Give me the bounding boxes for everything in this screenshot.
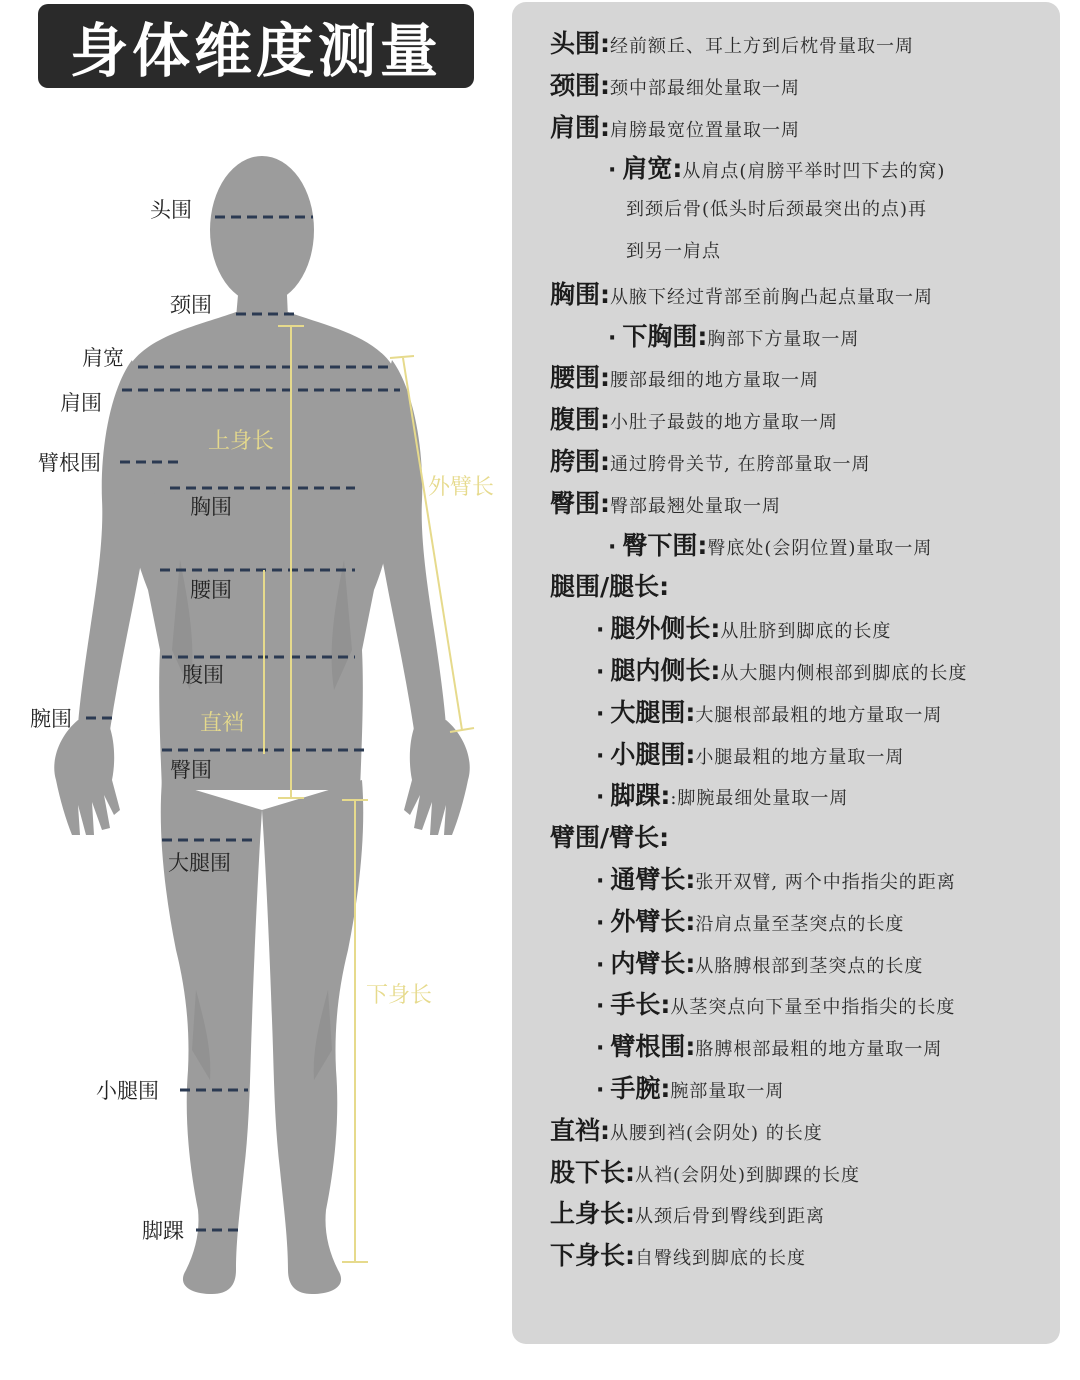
definition-desc: 胸部下方量取一周 [707, 328, 860, 350]
definition-term: 腰围: [550, 363, 610, 393]
definition-row [550, 818, 669, 854]
definition-continuation: 到另一肩点 [626, 241, 721, 262]
definition-desc: 从茎突点向下量至中指指尖的长度 [670, 997, 956, 1019]
label-arm-root: 臂根围 [38, 451, 101, 475]
body-figure [0, 90, 510, 1380]
title-banner [38, 4, 474, 88]
definition-term: 臂围/臂长: [550, 823, 670, 853]
label-neck: 颈围 [170, 293, 212, 317]
definition-desc: 胳膊根部最粗的地方量取一周 [695, 1039, 943, 1061]
label-shoulder-girth: 肩围 [60, 391, 102, 415]
definition-row [550, 484, 781, 520]
definition-term: 大腿围: [610, 697, 696, 727]
definition-term: 颈围: [550, 70, 610, 100]
definition-row [596, 902, 904, 938]
definition-desc: 臀部最翘处量取一周 [610, 495, 781, 517]
definition-desc: 从颈后骨到臀线到距离 [635, 1206, 825, 1228]
definition-term: 下身长: [550, 1241, 635, 1271]
definition-desc: 从肩点(肩膀平举时凹下去的窝) [682, 161, 946, 183]
definition-desc: 从肚脐到脚底的长度 [720, 621, 892, 643]
definition-row [596, 860, 956, 896]
definition-row [596, 776, 848, 812]
body-silhouette [54, 156, 469, 1294]
definition-row [550, 400, 838, 436]
definition-continuation: 到颈后骨(低头时后颈最突出的点)再 [626, 199, 928, 221]
definition-row [550, 66, 800, 102]
definition-desc: 自臀线到脚底的长度 [635, 1248, 806, 1270]
definition-term: 下胸围: [622, 321, 708, 351]
bullet-dot: · [596, 701, 605, 727]
definition-row [550, 1153, 860, 1189]
bullet-dot: · [596, 1078, 605, 1103]
label-shoulder-width: 肩宽 [82, 346, 124, 370]
label-waist: 腰围 [190, 578, 232, 602]
definition-row [550, 567, 669, 603]
definition-term: 腿内侧长: [610, 656, 721, 685]
definition-desc: 从腰到裆(会阴处) 的长度 [610, 1122, 823, 1144]
bullet-dot: · [608, 325, 617, 351]
bullet-dot: · [596, 660, 605, 685]
label-wrist: 腕围 [30, 707, 72, 731]
definition-row [550, 442, 870, 478]
bullet-dot: · [596, 994, 605, 1020]
definition-desc: 沿肩点量至茎突点的长度 [695, 913, 905, 935]
bullet-dot: · [596, 618, 605, 644]
definition-row [608, 149, 945, 185]
bullet-dot: · [596, 910, 605, 936]
bullet-dot: · [596, 785, 605, 811]
definition-term: 臀下围: [622, 530, 708, 560]
definition-row [550, 1194, 825, 1230]
bullet-dot: · [608, 534, 617, 560]
definition-term: 内臂长: [610, 948, 696, 978]
definition-term: 胯围: [550, 447, 610, 476]
bullet-dot: · [596, 1036, 605, 1062]
label-thigh: 大腿围 [168, 851, 231, 875]
label-chest: 胸围 [190, 495, 232, 519]
definition-desc: :脚腕最细处量取一周 [670, 788, 849, 810]
definition-term: 腿围/腿长: [550, 572, 670, 602]
definition-desc: 大腿根部最粗的地方量取一周 [695, 704, 943, 726]
definition-row [550, 1236, 806, 1272]
definition-desc: 颈中部最细处量取一周 [610, 77, 800, 99]
definition-term: 腿外侧长: [610, 614, 721, 644]
label-outer-arm: 外臂长 [428, 475, 495, 500]
definition-desc: 腰部最细的地方量取一周 [610, 370, 819, 392]
label-abdomen: 腹围 [182, 663, 224, 687]
definition-row [550, 275, 933, 311]
definition-desc: 腕部量取一周 [670, 1081, 785, 1102]
definition-term: 脚踝: [610, 781, 671, 811]
definitions-panel [512, 2, 1060, 1344]
definition-row [596, 609, 891, 645]
definition-term: 肩围: [550, 112, 610, 142]
definition-desc: 从腋下经过背部至前胸凸起点量取一周 [610, 286, 933, 308]
bullet-dot: · [596, 952, 605, 978]
definition-desc: 从大腿内侧根部到脚底的长度 [720, 663, 968, 684]
definition-desc: 从胳膊根部到茎突点的长度 [695, 955, 924, 977]
definition-row [596, 693, 942, 729]
definition-row [550, 108, 800, 144]
definition-term: 臂根围: [610, 1032, 696, 1062]
label-calf: 小腿围 [96, 1079, 159, 1103]
definition-term: 手腕: [610, 1074, 671, 1103]
definition-row [596, 1069, 784, 1105]
definition-term: 手长: [610, 990, 671, 1020]
definition-row [550, 1111, 823, 1147]
label-lower-body: 下身长 [366, 983, 433, 1008]
definition-desc: 通过胯骨关节, 在胯部量取一周 [610, 454, 871, 475]
definition-row [608, 526, 932, 562]
definition-term: 臀围: [550, 488, 610, 518]
bullet-dot: · [608, 158, 617, 184]
definition-desc: 经前额丘、耳上方到后枕骨量取一周 [610, 36, 914, 57]
definition-row [596, 1027, 942, 1063]
page-title: 身体维度测量 [69, 17, 442, 85]
definition-desc: 肩膀最宽位置量取一周 [610, 119, 800, 141]
definition-desc: 小肚子最鼓的地方量取一周 [610, 412, 838, 434]
definition-term: 股下长: [550, 1157, 635, 1187]
definition-term: 腹围: [550, 405, 610, 435]
definition-term: 上身长: [550, 1199, 635, 1229]
definition-row [596, 944, 923, 980]
bullet-dot: · [596, 869, 605, 894]
definition-term: 胸围: [550, 279, 610, 309]
definition-desc: 小腿最粗的地方量取一周 [695, 746, 905, 768]
definition-term: 通臂长: [610, 865, 696, 894]
definition-row [596, 651, 967, 687]
definition-term: 头围: [550, 29, 610, 58]
label-crotch: 直裆 [200, 711, 245, 736]
definition-desc: 臀底处(会阴位置)量取一周 [707, 537, 933, 559]
definition-row [550, 24, 914, 60]
definition-term: 小腿围: [610, 739, 696, 769]
label-ankle: 脚踝 [142, 1219, 184, 1243]
definition-term: 直裆: [550, 1115, 610, 1145]
definition-term: 外臂长: [610, 906, 696, 936]
definition-row [608, 317, 859, 353]
definition-row [596, 735, 904, 771]
definition-desc: 张开双臂, 两个中指指尖的距离 [695, 872, 956, 893]
definition-row [550, 358, 819, 394]
definition-term: 肩宽: [622, 154, 683, 184]
label-upper-body: 上身长 [208, 429, 275, 454]
definition-row [596, 985, 955, 1021]
label-hip: 臀围 [170, 758, 212, 782]
definition-desc: 从裆(会阴处)到脚踝的长度 [635, 1164, 861, 1186]
label-head: 头围 [150, 198, 192, 222]
bullet-dot: · [596, 743, 605, 769]
